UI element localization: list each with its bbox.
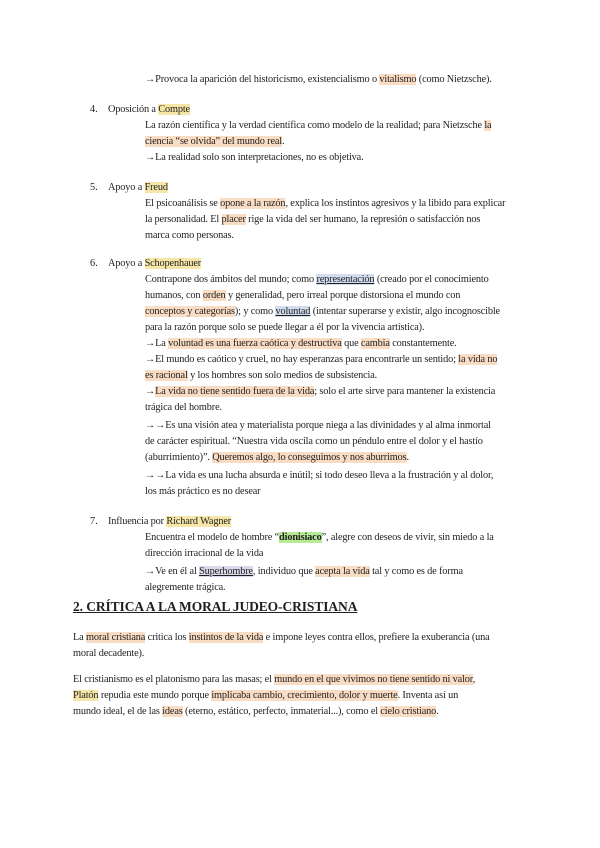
text-line: Contrapone dos ámbitos del mundo; como representación (creado por el conocimiento <box>145 274 489 285</box>
list-number: 5. <box>90 182 98 193</box>
list-number: 6. <box>90 258 98 269</box>
text-line: El psicoanálisis se opone a la razón, explica los instintos agresivos y la libido para explicar <box>145 198 506 209</box>
section-heading: 2. CRÍTICA A LA MORAL JUDEO-CRISTIANA <box>73 599 358 614</box>
text-line: →→La vida es una lucha absurda e inútil; si todo deseo lleva a la frustración y al dolor, <box>145 470 494 481</box>
text-line: es racional y los hombres son solo medios de subsistencia. <box>145 370 378 381</box>
text-line: de carácter espiritual. “Nuestra vida oscila como un péndulo entre el dolor y el hastío <box>145 436 483 447</box>
text-line: para la razón porque solo se puede llegar a él por la vivencia artística). <box>145 322 425 333</box>
text-line: →→Es una visión atea y materialista porque niega a las divinidades y al alma inmortal <box>145 420 491 431</box>
text-line: dirección irracional de la vida <box>145 548 264 559</box>
text-line: →La voluntad es una fuerza caótica y destructiva que cambia constantemente. <box>145 338 457 349</box>
text-line: humanos, con orden y generalidad, pero irreal porque distorsiona el mundo con <box>145 290 461 301</box>
text-line: →La realidad solo son interpretaciones, no es objetiva. <box>145 152 364 163</box>
list-item-heading: Influencia por Richard Wagner <box>108 516 232 527</box>
paragraph-line: mundo ideal, el de las ideas (eterno, estático, perfecto, inmaterial...), como el cielo cristiano. <box>73 706 439 717</box>
list-item-heading: Apoyo a Freud <box>108 182 168 193</box>
paragraph-line: El cristianismo es el platonismo para las masas; el mundo en el que vivimos no tiene sentido ni valor, <box>73 674 476 685</box>
text-line: →Ve en él al Superhombre, individuo que acepta la vida tal y como es de forma <box>145 566 463 577</box>
list-item-heading: Oposición a Compte <box>108 104 190 115</box>
paragraph-line: moral decadente). <box>73 648 145 659</box>
text-line: los más práctico es no desear <box>145 486 261 497</box>
text-line: →La vida no tiene sentido fuera de la vida; solo el arte sirve para mantener la existencia <box>145 386 496 397</box>
list-number: 7. <box>90 516 98 527</box>
paragraph-line: Platón repudia este mundo porque implicaba cambio, crecimiento, dolor y muerte. Inventa así un <box>73 690 459 701</box>
list-item-heading: Apoyo a Schopenhauer <box>108 258 202 269</box>
text-line: Encuentra el modelo de hombre “dionisiaco”, alegre con deseos de vivir, sin miedo a la <box>145 532 494 543</box>
text-line: →El mundo es caótico y cruel, no hay esperanzas para encontrarle un sentido; la vida no <box>145 354 498 365</box>
text-line: La razón científica y la verdad científica como modelo de la realidad; para Nietzsche la <box>145 120 492 131</box>
list-number: 4. <box>90 104 98 115</box>
text-line: conceptos y categorías); y como voluntad (intentar superarse y existir, algo incognoscible <box>145 306 500 317</box>
text-line: (aburrimiento)”. Queremos algo, lo conseguimos y nos aburrimos. <box>145 452 409 463</box>
text-line: la personalidad. El placer rige la vida del ser humano, la represión o satisfacción nos <box>145 214 481 225</box>
text-line: →Provoca la aparición del historicismo, existencialismo o vitalismo (como Nietzsche). <box>145 74 492 85</box>
text-line: marca como personas. <box>145 230 234 241</box>
text-line: trágica del hombre. <box>145 402 222 413</box>
paragraph-line: La moral cristiana critica los instintos de la vida e impone leyes contra ellos, prefiere la exuberancia (una <box>73 632 490 643</box>
text-line: alegremente trágica. <box>145 582 226 593</box>
text-line: ciencia “se olvida” del mundo real. <box>145 136 285 147</box>
